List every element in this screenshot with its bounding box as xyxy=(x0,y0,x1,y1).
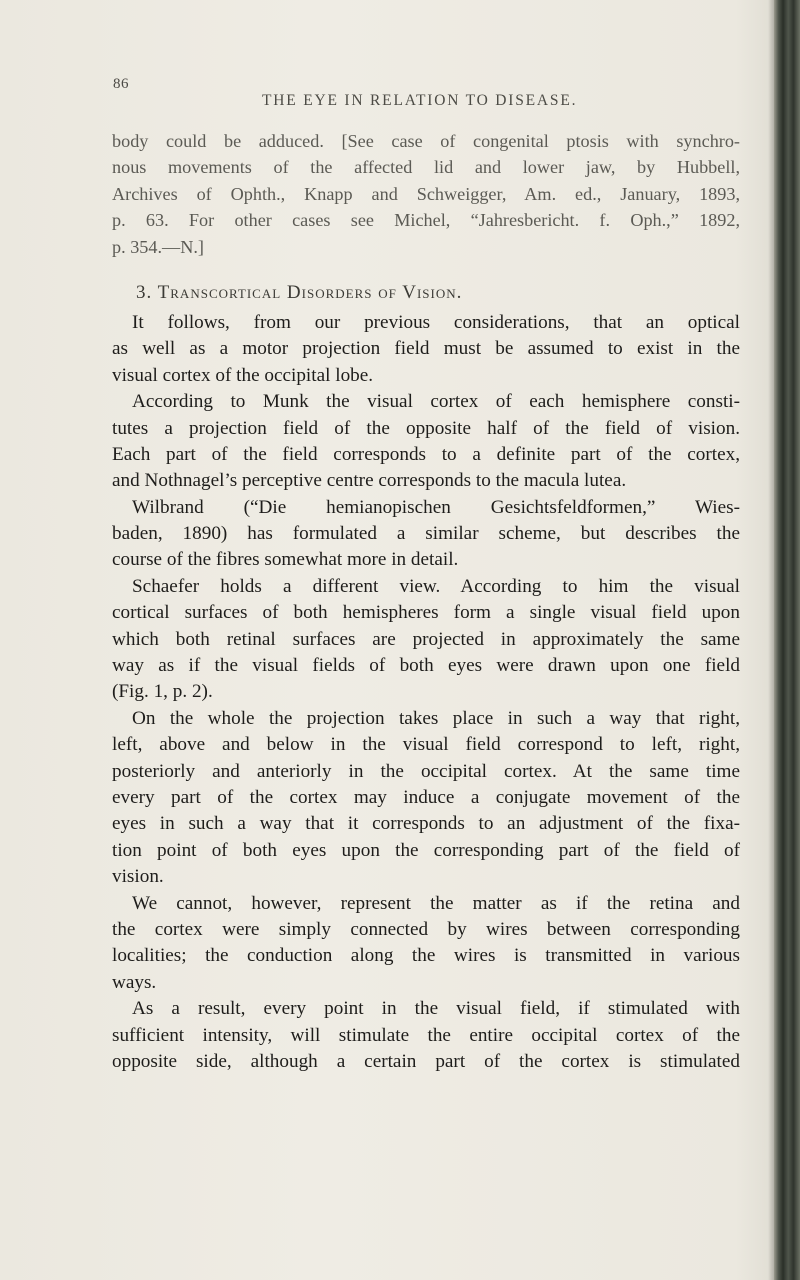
paragraph-line: On the whole the projection takes place in such a way that right, xyxy=(132,707,740,729)
paragraph-line: Schaefer holds a different view. According to him the visual xyxy=(132,575,740,597)
paragraph-line: which both retinal surfaces are projected in approximately the same xyxy=(112,628,740,650)
note-line: p. 354.—N.] xyxy=(112,236,204,257)
running-head: THE EYE IN RELATION TO DISEASE. xyxy=(262,92,578,109)
paragraph-line: vision. xyxy=(112,866,164,888)
paragraph-line: According to Munk the visual cortex of each hemisphere consti- xyxy=(132,391,740,413)
text-block xyxy=(112,128,740,1075)
note-line: nous movements of the affected lid and lower jaw, by Hubbell, xyxy=(112,157,740,178)
paragraph xyxy=(112,389,740,495)
paragraph-line: the cortex were simply connected by wires between corresponding xyxy=(112,918,740,940)
paragraph xyxy=(112,574,740,706)
book-binding-edge xyxy=(774,0,800,1280)
paragraph-line: left, above and below in the visual field correspond to left, right, xyxy=(112,734,740,756)
paragraph-line: and Nothnagel’s perceptive centre corresponds to the macula lutea. xyxy=(112,470,627,492)
paragraph-line: eyes in such a way that it corresponds to an adjustment of the fixa- xyxy=(112,813,740,835)
paragraph-line: localities; the conduction along the wires is transmitted in various xyxy=(112,945,740,967)
paragraph xyxy=(112,996,740,1075)
paragraph-line: sufficient intensity, will stimulate the entire occipital cortex of the xyxy=(112,1024,740,1046)
paragraph-line: as well as a motor projection field must be assumed to exist in the xyxy=(112,338,740,360)
paragraph-line: It follows, from our previous considerations, that an optical xyxy=(132,311,740,333)
paragraph-line: Wilbrand (“Die hemianopischen Gesichtsfeldformen,” Wies- xyxy=(132,496,740,518)
editor-note xyxy=(112,128,740,260)
paragraph-line: ways. xyxy=(112,971,157,993)
note-line: Archives of Ophth., Knapp and Schweigger, Am. ed., January, 1893, xyxy=(112,183,740,204)
page-number: 86 xyxy=(113,76,129,92)
paragraph xyxy=(112,495,740,574)
section-heading xyxy=(112,276,740,310)
paragraph-line: way as if the visual fields of both eyes were drawn upon one field xyxy=(112,655,740,677)
paragraph-line: every part of the cortex may induce a conjugate movement of the xyxy=(112,786,740,808)
paragraph xyxy=(112,310,740,389)
note-line: body could be adduced. [See case of congenital ptosis with synchro- xyxy=(112,131,740,151)
paragraph-line: cortical surfaces of both hemispheres form a single visual field upon xyxy=(112,602,740,624)
paragraph-line: Each part of the field corresponds to a definite part of the cortex, xyxy=(112,443,740,465)
paragraph xyxy=(112,891,740,997)
paragraph-line: We cannot, however, represent the matter as if the retina and xyxy=(132,892,740,914)
paragraph xyxy=(112,706,740,891)
paragraph-line: tutes a projection field of the opposite half of the field of vision. xyxy=(112,417,740,439)
paragraph-line: opposite side, although a certain part of the cortex is stimulated xyxy=(112,1050,740,1072)
page-header xyxy=(0,76,800,109)
note-line: p. 63. For other cases see Michel, “Jahresbericht. f. Oph.,” 1892, xyxy=(112,210,740,231)
paragraph-line: course of the fibres somewhat more in detail. xyxy=(112,549,459,571)
paragraph-line: posteriorly and anteriorly in the occipital cortex. At the same time xyxy=(112,760,740,782)
paragraph-line: baden, 1890) has formulated a similar scheme, but describes the xyxy=(112,523,740,545)
section-heading-text: 3. Transcortical Disorders of Vision. xyxy=(136,281,463,303)
paragraph-line: tion point of both eyes upon the corresponding part of the field of xyxy=(112,839,740,861)
paragraph-line: (Fig. 1, p. 2). xyxy=(112,681,213,703)
paragraph-line: visual cortex of the occipital lobe. xyxy=(112,364,374,386)
paragraph-line: As a result, every point in the visual field, if stimulated with xyxy=(132,998,740,1020)
